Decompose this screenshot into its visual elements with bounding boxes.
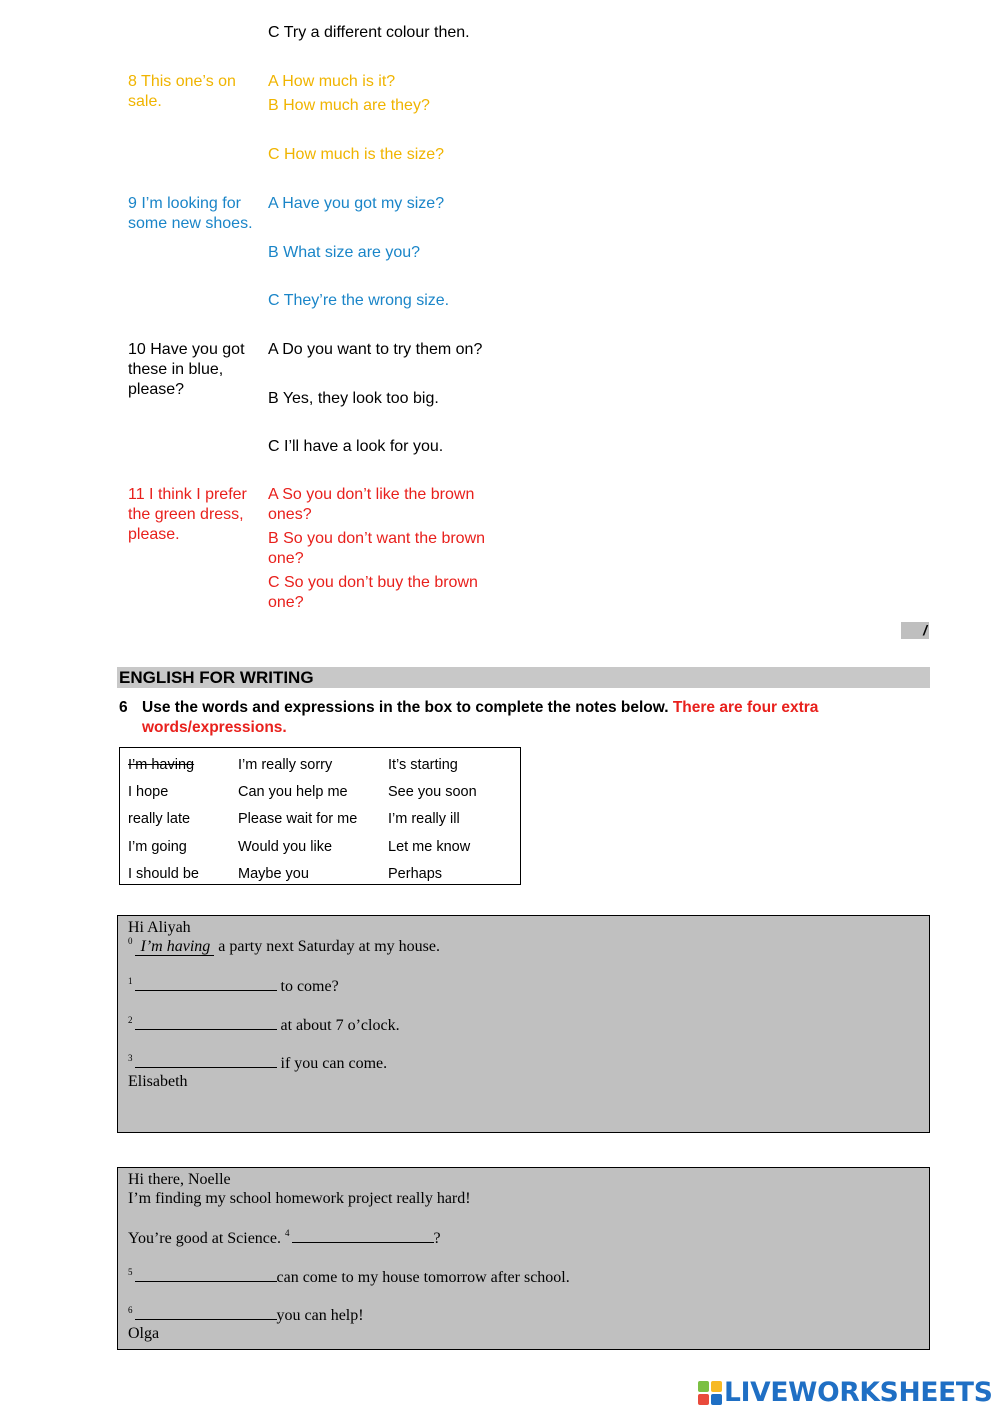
answer-blank-1[interactable] bbox=[135, 975, 277, 991]
note2-line-5-number: 5 bbox=[128, 1267, 133, 1277]
answer-blank-4[interactable] bbox=[292, 1227, 434, 1243]
note2-line-6-text: you can help! bbox=[276, 1307, 364, 1324]
task-number: 6 bbox=[119, 699, 128, 716]
note1-line-2 bbox=[128, 1014, 400, 1037]
answer-blank-3[interactable] bbox=[135, 1052, 277, 1068]
logo-tile-green bbox=[698, 1381, 709, 1392]
word-row bbox=[128, 751, 477, 778]
q11-option-b[interactable]: B So you don’t want the brown one? bbox=[268, 530, 486, 567]
note2-line-4-post: ? bbox=[433, 1230, 441, 1247]
note2-intro: I’m finding my school homework project really hard! bbox=[128, 1190, 471, 1207]
q11-option-a[interactable]: A So you don’t like the brown ones? bbox=[268, 486, 475, 523]
q9-option-b[interactable]: B What size are you? bbox=[268, 244, 421, 261]
logo-tile-yellow bbox=[711, 1381, 722, 1392]
note2-greeting: Hi there, Noelle bbox=[128, 1171, 231, 1188]
word-row bbox=[128, 861, 477, 888]
word-row bbox=[128, 778, 477, 805]
logo-icon bbox=[698, 1381, 722, 1405]
word-item: I’m going bbox=[128, 838, 187, 855]
note-noelle bbox=[117, 1167, 930, 1350]
note2-line-6-number: 6 bbox=[128, 1305, 133, 1315]
note-aliyah bbox=[117, 915, 930, 1133]
note1-line-0-text: a party next Saturday at my house. bbox=[218, 938, 440, 955]
q10-option-c[interactable]: C I’ll have a look for you. bbox=[268, 438, 444, 455]
note2-signature: Olga bbox=[128, 1325, 160, 1342]
q8-option-a[interactable]: A How much is it? bbox=[268, 73, 396, 90]
word-table bbox=[128, 751, 477, 888]
note2-line-6 bbox=[128, 1304, 364, 1327]
note1-line-1-text: to come? bbox=[280, 978, 339, 995]
word-item: Let me know bbox=[388, 838, 471, 855]
word-item: See you soon bbox=[388, 784, 477, 801]
note2-line-4 bbox=[128, 1227, 441, 1250]
word-item: Can you help me bbox=[238, 784, 348, 801]
q11-prompt: 11 I think I prefer the green dress, please. bbox=[128, 486, 247, 543]
example-answer: I’m having bbox=[135, 939, 215, 956]
word-item: I should be bbox=[128, 866, 199, 883]
task-instruction bbox=[142, 698, 902, 738]
liveworksheets-logo[interactable] bbox=[698, 1377, 993, 1409]
q9-option-a[interactable]: A Have you got my size? bbox=[268, 195, 445, 212]
q8-prompt: 8 This one’s on sale. bbox=[128, 73, 236, 110]
q10-prompt: 10 Have you got these in blue, please? bbox=[128, 341, 245, 398]
note1-line-0 bbox=[128, 937, 440, 958]
word-item: Perhaps bbox=[388, 866, 443, 883]
note1-line-1 bbox=[128, 975, 339, 998]
task-instruction-main: Use the words and expressions in the box to complete the notes below. bbox=[142, 699, 669, 716]
note1-line-3-number: 3 bbox=[128, 1053, 133, 1063]
task-instruction-extra: There are four extra words/expressions. bbox=[142, 699, 819, 736]
note1-signature: Elisabeth bbox=[128, 1073, 188, 1090]
word-row bbox=[128, 833, 477, 860]
word-item: Please wait for me bbox=[238, 811, 358, 828]
note2-line-5 bbox=[128, 1266, 570, 1289]
q10-option-a[interactable]: A Do you want to try them on? bbox=[268, 341, 483, 358]
note1-line-3-text: if you can come. bbox=[280, 1055, 388, 1072]
note1-line-0-number: 0 bbox=[128, 936, 133, 946]
answer-blank-5[interactable] bbox=[135, 1266, 277, 1282]
q9-option-c[interactable]: C They’re the wrong size. bbox=[268, 292, 450, 309]
word-item: I’m really ill bbox=[388, 811, 460, 828]
q9-prompt: 9 I’m looking for some new shoes. bbox=[128, 195, 253, 232]
score-box: / bbox=[901, 622, 929, 639]
q7-option-c: C Try a different colour then. bbox=[268, 24, 470, 41]
word-box bbox=[119, 747, 521, 885]
note1-line-1-number: 1 bbox=[128, 976, 133, 986]
section-title: ENGLISH FOR WRITING bbox=[117, 667, 930, 688]
logo-tile-blue bbox=[711, 1394, 722, 1405]
q8-option-b[interactable]: B How much are they? bbox=[268, 97, 430, 114]
word-item: I hope bbox=[128, 784, 169, 801]
logo-tile-red bbox=[698, 1394, 709, 1405]
note2-line-5-text: can come to my house tomorrow after school. bbox=[276, 1269, 570, 1286]
word-item: Maybe you bbox=[238, 866, 309, 883]
answer-blank-6[interactable] bbox=[135, 1304, 277, 1320]
q8-option-c[interactable]: C How much is the size? bbox=[268, 146, 445, 163]
note2-line-4-pre: You’re good at Science. bbox=[128, 1230, 282, 1247]
note1-greeting: Hi Aliyah bbox=[128, 919, 191, 936]
note1-line-2-text: at about 7 o’clock. bbox=[280, 1017, 400, 1034]
q11-option-c[interactable]: C So you don’t buy the brown one? bbox=[268, 574, 478, 611]
word-row bbox=[128, 806, 477, 833]
note2-line-4-number: 4 bbox=[285, 1228, 290, 1238]
word-item: I’m really sorry bbox=[238, 756, 333, 773]
q10-option-b[interactable]: B Yes, they look too big. bbox=[268, 390, 439, 407]
word-item: It’s starting bbox=[388, 756, 458, 773]
answer-blank-2[interactable] bbox=[135, 1014, 277, 1030]
logo-text: LIVEWORKSHEETS bbox=[724, 1377, 993, 1408]
word-item: Would you like bbox=[238, 838, 333, 855]
word-item: really late bbox=[128, 811, 191, 828]
word-item: I’m having bbox=[128, 756, 195, 773]
note1-line-2-number: 2 bbox=[128, 1015, 133, 1025]
